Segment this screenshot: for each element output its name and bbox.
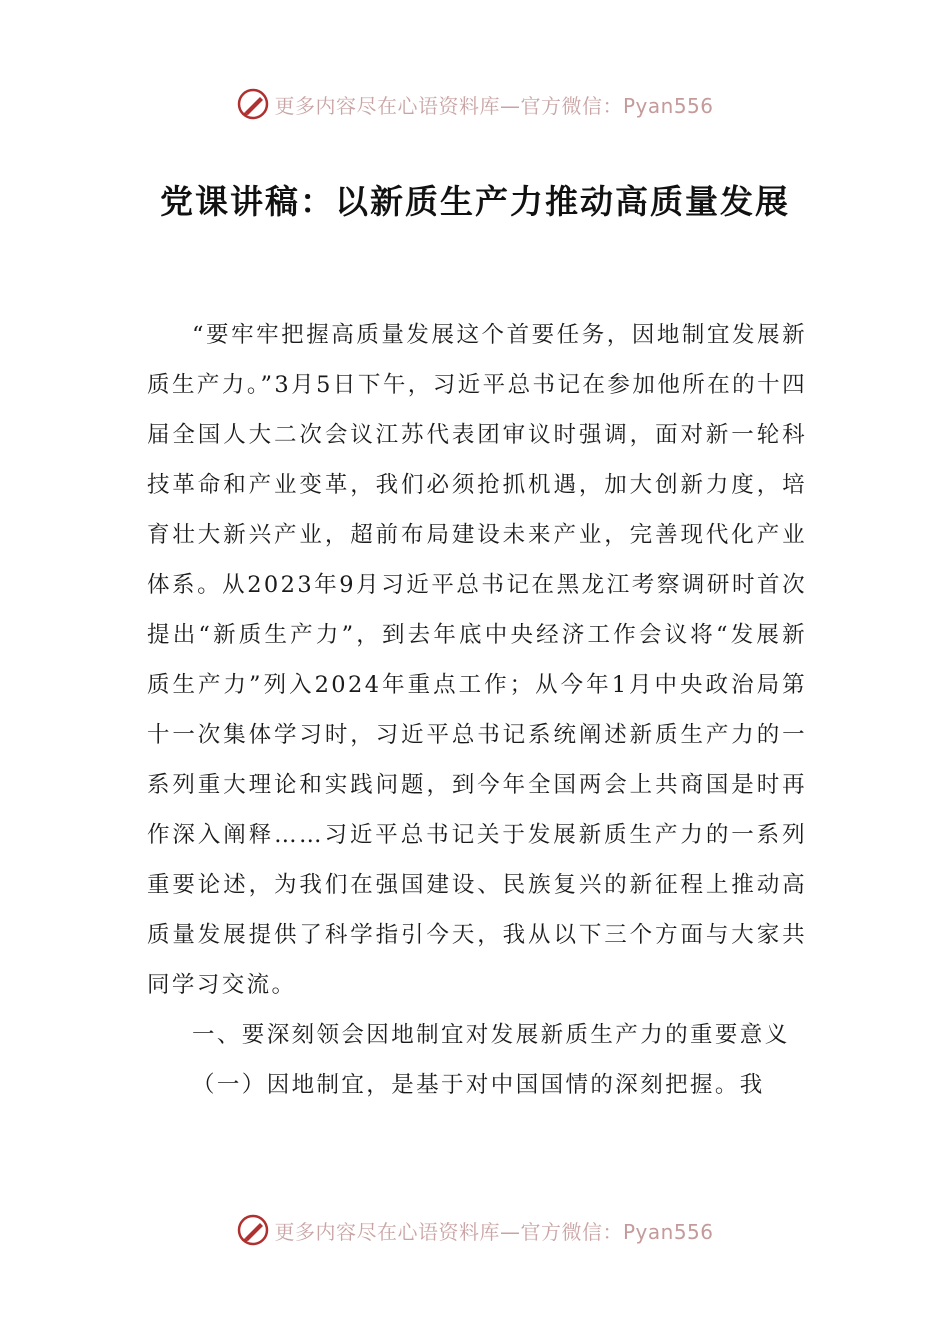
- banner-wechat-id: Pyan556: [622, 1219, 714, 1244]
- document-title: 党课讲稿：以新质生产力推动高质量发展: [160, 182, 790, 221]
- header-banner: [0, 84, 950, 124]
- paragraph-intro: “要牢牢把握高质量发展这个首要任务，因地制宜发展新质生产力。”3月5日下午，习近平总书记在参加他所在的十四届全国人大二次会议江苏代表团审议时强调，面对新一轮科技革命和产业变革，我们必须抢抓机遇，加大创新力度，培育壮大新兴产业，超前布局建设未来产业，完善现代化产业体系。从2023年9月习近平总书记在黑龙江考察调研时首次提出“新质生产力”，到去年底中央经济工作会议将“发展新质生产力”列入2024年重点工作；从今年1月中央政治局第十一次集体学习时，习近平总书记系统阐述新质生产力的一系列重大理论和实践问题，到今年全国两会上共商国是时再作深入阐释……习近平总书记关于发展新质生产力的一系列重要论述，为我们在强国建设、民族复兴的新征程上推动高质量发展提供了科学指引今天，我从以下三个方面与大家共同学习交流。: [147, 322, 807, 998]
- banner-slogan: 更多内容尽在心语资料库—官方微信：: [274, 93, 623, 118]
- pen-logo-icon: [236, 87, 270, 121]
- document-body: [147, 310, 807, 1110]
- footer-banner: [0, 1210, 950, 1250]
- banner-slogan: 更多内容尽在心语资料库—官方微信：: [274, 1219, 623, 1244]
- header-banner-text: [274, 90, 713, 119]
- footer-banner-text: [274, 1216, 713, 1245]
- banner-wechat-id: Pyan556: [622, 93, 714, 118]
- subsection-heading-1: （一）因地制宜，是基于对中国国情的深刻把握。我: [192, 1072, 765, 1098]
- section-heading-1: 一、要深刻领会因地制宜对发展新质生产力的重要意义: [192, 1022, 790, 1048]
- pen-logo-icon: [236, 1213, 270, 1247]
